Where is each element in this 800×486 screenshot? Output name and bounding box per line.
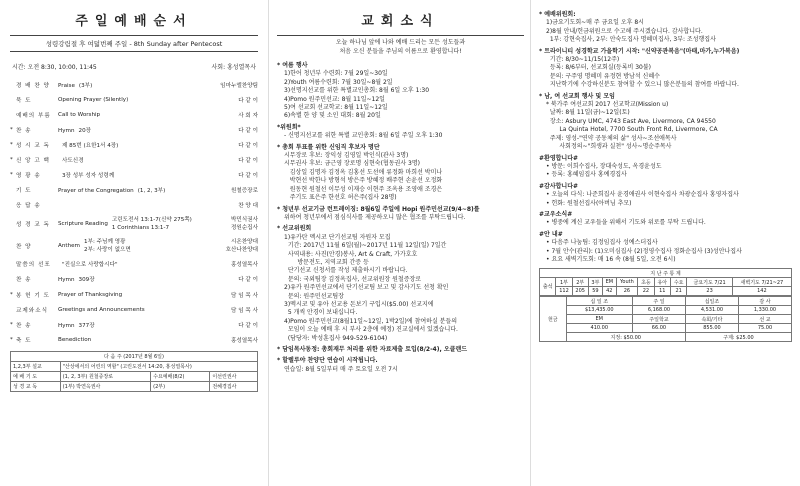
- offering-header: 십일조: [685, 297, 738, 306]
- news-heading: * 청년부 선교기금 런트레이징: 8월6일 주일에 Hopi 원주민선교(9/4~8)를: [277, 205, 480, 213]
- schedule-cell: 전혜경집사: [210, 382, 258, 392]
- divider: [10, 35, 258, 36]
- order-item-desc: [58, 126, 212, 134]
- order-item-leader: 다 같 이: [238, 158, 258, 165]
- order-item-name: 예배의 부름: [16, 112, 51, 119]
- attendance-value: 26: [616, 287, 638, 296]
- worship-order-row: [10, 77, 258, 92]
- order-item-desc: [58, 292, 212, 298]
- order-item-name: 성 시 교 독: [16, 142, 50, 149]
- order-mark: *: [10, 291, 13, 298]
- news-line: 1)유카탄 멕시코 단기선교팀 자원자 모집: [284, 233, 391, 241]
- worship-order-title: 주일예배순서: [75, 14, 193, 29]
- news-section: [539, 48, 792, 90]
- attendance-row-label: 출석: [540, 278, 556, 296]
- news-line: 원동현 원철선 이무성 이재승 이현주 조옥용 조영애 조경은: [284, 185, 443, 193]
- worship-order-row: [10, 137, 258, 152]
- order-item-name: 성 경 교 독: [16, 221, 50, 228]
- order-item-english: Greetings and Announcements: [58, 306, 145, 313]
- order-item-leader: 다 같 이: [238, 142, 258, 149]
- order-item-detail: 사도신경: [62, 158, 84, 165]
- attendance-value: 205: [572, 287, 588, 296]
- news-line: • 헌화: 원철선집사(아버님 추모): [546, 199, 632, 207]
- schedule-cell: (1, 2, 3부) 원철증장로: [60, 372, 150, 382]
- offering-total: 지정: $50.00: [566, 333, 685, 342]
- order-item-desc: [58, 81, 212, 89]
- schedule-cell: 이선린권사: [210, 372, 258, 382]
- worship-order-row: [10, 213, 258, 235]
- attendance-title: 지 난 주 통 계: [540, 269, 792, 278]
- news-line: 사역내용: 사진(안경)봉사, Art & Craft, 가가호호: [284, 250, 418, 258]
- attendance-value: 23: [687, 287, 732, 296]
- order-item-detail: 제 85번 (요한1서 4장): [62, 142, 119, 149]
- news-heading: *위원회*: [277, 123, 301, 131]
- news-line: (담당자: 박성훈집사 949-529-6104): [284, 334, 388, 342]
- order-item-name: 경 배 찬 양: [16, 82, 50, 89]
- order-item-english: Anthem: [58, 243, 81, 250]
- attendance-value: 22: [638, 287, 654, 296]
- offering-value: 6,168.00: [632, 306, 685, 315]
- worship-order-row: [10, 152, 258, 167]
- news-line: 시무장로 후보: 장익성 김영일 박인식(관사 3명): [284, 152, 409, 160]
- order-item-english: Prayer of the Congregation: [58, 188, 134, 195]
- news-heading: * 남, 여 선교회 행사 및 모임: [539, 92, 615, 100]
- order-item-desc: [58, 112, 212, 118]
- order-item-desc: [58, 202, 212, 208]
- news-section: [539, 93, 792, 152]
- order-item-name: 신 앙 고 백: [16, 158, 50, 165]
- service-time: 시간: 오전 8:30, 10:00, 11:45: [12, 64, 97, 71]
- news-heading: * 예배위원회:: [539, 11, 576, 18]
- news-heading: * 여름 행사: [277, 62, 308, 69]
- attendance-header: 수요: [671, 278, 687, 287]
- news-line: 지난학기에 수강하신분도 참여할 수 있으니 많은분들의 참여를 바랍니다.: [546, 81, 739, 89]
- order-item-leader: 박민식권사 정원순집사: [230, 216, 258, 231]
- offering-header: 십 일 조: [566, 297, 632, 306]
- news-heading: #환영합니다#: [539, 154, 579, 162]
- news-line: 주기도 표은주 한선호 허은주(집사 28명): [284, 194, 397, 202]
- news-line: • 다음주 나눔팀: 김정임집사 성예스더집사: [546, 239, 658, 247]
- worship-order-page: [0, 0, 268, 486]
- order-item-detail: 1부: 주님께 영광 2부: 사랑이 없으면: [84, 238, 131, 253]
- schedule-cell: 예 배 기 도: [11, 372, 61, 382]
- order-item-english: Praise: [58, 82, 75, 89]
- news-section: [539, 11, 792, 45]
- order-item-name: 응 답 송: [16, 203, 41, 210]
- schedule-cell: (2부): [151, 382, 210, 392]
- news-line: • 요요 새벽기도회: 매 16 속 (8월 5일, 오전 6시): [546, 255, 676, 263]
- news-heading: * 담임목사동정: 총회재무 처리를 위한 자료제출 토입(8/2-4), 오클랜드: [277, 346, 468, 353]
- offering-value: 66.00: [632, 324, 685, 333]
- news-line: 4)Pomo 원주민선교: 8월 11일~12일: [284, 95, 385, 103]
- news-line: • 방문: 이희수집사, 장대숙성도, 옥경윤성도: [546, 162, 662, 170]
- news-line: 등록: 8/6부터, 선교회실(등록비 30불): [546, 64, 651, 72]
- offering-total: 구제: $25.00: [685, 333, 791, 342]
- attendance-value-row: [540, 287, 792, 296]
- attendance-header-row: [540, 278, 792, 287]
- order-item-name: 찬 송: [16, 277, 32, 284]
- news-section: [539, 183, 792, 208]
- order-item-english: Hymn: [58, 277, 75, 284]
- news-section: [277, 62, 524, 121]
- news-section: [277, 144, 524, 203]
- news-heading: * 할렐루야 찬양단 연습이 시작됩니다.: [277, 357, 378, 365]
- order-item-english: Prayer of Thanksgiving: [58, 291, 123, 298]
- attendance-header: 초등: [638, 278, 654, 287]
- attendance-header: Youth: [616, 278, 638, 287]
- attendance-header: 2부: [572, 278, 588, 287]
- news-section: [277, 225, 524, 343]
- order-item-detail: 3장 성부 성자 성령께: [62, 173, 115, 180]
- church-news-continued-page: [530, 0, 800, 486]
- news-line: 1)금요기도회~매 주 금요일 오후 8시: [546, 19, 644, 27]
- order-item-name: 찬 양: [16, 243, 32, 250]
- news-heading: #교우소식#: [539, 210, 573, 218]
- news-line: 주제: 영성-"연약 공동체의 삶" 성사~조선애목사: [546, 134, 677, 142]
- news-line: 5)여 선교회 선교학교: 8월 11일~12일: [284, 104, 388, 112]
- order-item-leader: 다 같 이: [238, 277, 258, 284]
- order-item-english: Benediction: [58, 336, 92, 343]
- worship-order-row: [10, 272, 258, 287]
- order-item-desc: [58, 307, 212, 313]
- news-line: 연습일: 8월 5일부터 매 주 토요일 오전 7시: [284, 365, 398, 373]
- order-item-desc: [58, 337, 212, 343]
- news-heading: * 트라이니티 성경학교 가을학기 시작: "신약공관복음"(마태,마가,누가복음): [539, 47, 740, 55]
- news-line: 방문전도, 지역교회 간증 등: [284, 258, 369, 266]
- attendance-header: 새벽기도 7/21~27: [732, 278, 791, 287]
- offering-header: 속회/기타: [685, 315, 738, 324]
- order-item-name: 축 도: [16, 337, 32, 344]
- order-item-name: 기 도: [16, 188, 32, 195]
- order-mark: *: [10, 157, 13, 164]
- order-item-desc: [58, 260, 212, 268]
- order-item-name: 봉 헌 기 도: [16, 292, 50, 299]
- schedule-cell: (1부) 박연옥권사: [60, 382, 150, 392]
- news-line: 사회정의~"희생과 실천" 성사~명순주목사: [546, 143, 672, 151]
- offering-header: 주일학교: [632, 315, 685, 324]
- order-item-name: 말씀의 선포: [16, 262, 51, 269]
- order-item-leader: 임마누엘찬양팀: [220, 82, 258, 89]
- service-presider: 사회: 홍성열목사: [211, 64, 256, 71]
- news-line: 박현선 박한나 방형석 방은주 방혜정 배주현 손윤선 오정화: [284, 177, 443, 185]
- news-line: 1부: 강현숙집사, 2부: 안숙도집사 명혜미집사, 3부: 조성행집사: [546, 36, 716, 44]
- order-item-desc: [58, 156, 212, 164]
- order-item-detail: 309장: [78, 277, 95, 284]
- news-line: 장소: Asbury UMC, 4743 East Ave, Livermore, CA 94550: [546, 117, 716, 125]
- worship-order-row: [10, 183, 258, 198]
- order-item-leader: 다 같 이: [238, 322, 258, 329]
- news-line: 날짜: 8월 11일(금)~12일(토): [546, 109, 630, 117]
- attendance-value: 112: [556, 287, 572, 296]
- attendance-value: 42: [603, 287, 617, 296]
- offering-header: 선 교: [738, 315, 791, 324]
- schedule-cell: 성 경 교 독: [11, 382, 61, 392]
- attendance-header: 1부: [556, 278, 572, 287]
- news-line: 3)멕시코 및 유아 선교용 돈보기 구입시($5.00) 선교지에: [284, 300, 434, 308]
- offering-value: 410.00: [566, 324, 632, 333]
- news-line: 시무권사 후보: 금근영 장로명 심현숙(협동권사 3명): [284, 160, 420, 168]
- order-item-detail: (1, 2, 3부): [137, 188, 166, 195]
- worship-order-row: [10, 107, 258, 122]
- order-item-name: 찬 송: [16, 127, 32, 134]
- news-line: • 등록: 홍혜임집사 홍예경집사: [546, 171, 627, 179]
- offering-header: 감 사: [738, 297, 791, 306]
- news-line: 단기선교 신청서를 작성 제출하시기 바랍니다.: [284, 267, 408, 275]
- order-item-leader: 담 임 목 사: [231, 292, 258, 299]
- offering-value: 1,330.00: [738, 306, 791, 315]
- news-line: 4)Pomo 원주민선교(8월11일~12일, 1박2일)에 참여하실 분들의: [284, 317, 458, 325]
- attendance-header: 3부: [588, 278, 602, 287]
- news-heading: #안 내#: [539, 230, 563, 238]
- church-news-page: [268, 0, 530, 486]
- order-item-leader: 사 회 자: [238, 112, 258, 119]
- news-section: [539, 155, 792, 180]
- news-line: 위하여 청년부에서 점심식사를 제공하오니 많은 협조를 부탁드립니다.: [284, 213, 466, 221]
- schedule-cell: 1,2,3부 설교: [11, 362, 61, 372]
- worship-order-row: [10, 168, 258, 183]
- order-item-english: Call to Worship: [58, 111, 101, 118]
- news-section: [539, 231, 792, 265]
- order-item-leader: 원철증장로: [230, 188, 258, 195]
- order-item-leader: 다 같 이: [238, 127, 258, 134]
- order-item-leader: 다 같 이: [238, 97, 258, 104]
- worship-order-row: [10, 332, 258, 347]
- order-item-leader: 홍성열목사: [230, 337, 258, 344]
- order-item-desc: [58, 321, 212, 329]
- attendance-header: EM: [603, 278, 617, 287]
- order-item-desc: [58, 186, 212, 194]
- divider: [10, 51, 258, 52]
- worship-order-row: [10, 257, 258, 272]
- news-line: 김상일 김명자 김정옥 김홍선 도선애 류정화 마희선 박미나: [284, 168, 443, 176]
- offering-header: 주 일: [632, 297, 685, 306]
- schedule-cell: "산상에서의 어린의 역할" (고린도전서 14:20, 홍성열목사): [60, 362, 257, 372]
- order-item-desc: [58, 216, 212, 232]
- order-item-desc: [58, 275, 212, 283]
- order-item-desc: [58, 141, 212, 149]
- news-heading: * 선교위원회: [277, 225, 312, 233]
- church-news-title: 교회소식: [361, 14, 440, 29]
- news-line: * 북가주 여선교회 2017 선교학교(Mission u): [546, 101, 669, 109]
- divider: [277, 35, 524, 36]
- offering-totals-row: [540, 333, 792, 342]
- order-item-desc: [58, 238, 212, 254]
- offering-value: 75.00: [738, 324, 791, 333]
- news-section: [277, 124, 524, 141]
- offering-value-row: [540, 324, 792, 333]
- news-section: [539, 211, 792, 228]
- order-item-name: 묵 도: [16, 97, 32, 104]
- service-subtitle: 성령강림절 후 여덟번째 주일 - 8th Sunday after Pentecost: [45, 40, 223, 48]
- service-meta: [12, 62, 256, 71]
- worship-order-row: [10, 317, 258, 332]
- order-item-name: 영 광 송: [16, 173, 41, 180]
- worship-order-row: [10, 92, 258, 107]
- news-line: 5 개씩 안경이 보내십니다.: [284, 309, 358, 317]
- worship-order-row: [10, 287, 258, 302]
- order-item-english: Hymn: [58, 127, 75, 134]
- worship-order-row: [10, 235, 258, 257]
- attendance-header: 유아: [654, 278, 670, 287]
- schedule-header: 다 음 주 (2017년 8월 6일): [11, 352, 258, 362]
- news-line: 기간: 2017년 11월 6일(월)~2017년 11월 12일(일) 7일간: [284, 242, 447, 250]
- order-item-detail: (3부): [78, 82, 93, 89]
- attendance-value: 59: [588, 287, 602, 296]
- attendance-value: 11: [654, 287, 670, 296]
- news-section: [277, 357, 524, 374]
- offering-value: 855.00: [685, 324, 738, 333]
- offering-header-row: [540, 297, 792, 306]
- order-item-detail: "진실으로 사랑합시다": [62, 262, 118, 269]
- news-line: 3)선명지선교를 위한 특별교인총회: 8월 6일 오후 1:30: [284, 87, 430, 95]
- worship-order-row: [10, 302, 258, 317]
- order-item-leader: 찬 양 대: [238, 203, 258, 210]
- news-sections-continued: [539, 11, 792, 264]
- offering-row-label: 헌금: [540, 297, 567, 342]
- offering-header-row: [540, 315, 792, 324]
- news-line: 2)Youth 여름수련회: 7월 30일~8월 2일: [284, 78, 393, 86]
- order-mark: *: [10, 172, 13, 179]
- order-mark: *: [10, 141, 13, 148]
- welcome-intro: 오늘 하나님 앞에 나와 예배 드리는 모든 성도들과 처음 오신 분들을 주님의 이름으로 환영합니다!: [335, 39, 466, 55]
- offering-table: [539, 296, 792, 342]
- order-item-detail: 377장: [78, 322, 95, 329]
- order-mark: *: [10, 321, 13, 328]
- attendance-value: 21: [671, 287, 687, 296]
- order-item-desc: [58, 171, 212, 179]
- attendance-header: 금요기도 7/21: [687, 278, 732, 287]
- order-item-leader: 다 같 이: [238, 173, 258, 180]
- schedule-cell: 수요예배(8/2): [151, 372, 210, 382]
- news-heading: #감사합니다#: [539, 182, 579, 190]
- order-mark: *: [10, 126, 13, 133]
- news-section: [277, 206, 524, 223]
- news-line: 문의: 원주민선교팀장: [284, 292, 344, 300]
- order-item-name: 찬 송: [16, 322, 32, 329]
- news-line: 문의: 구주영 명혜미 유정현 방남석 신혜수: [546, 72, 660, 80]
- order-item-english: Hymn: [58, 322, 75, 329]
- worship-order-row: [10, 122, 258, 137]
- order-item-english: Opening Prayer (Silently): [58, 96, 129, 103]
- order-item-name: 교제와소식: [16, 307, 49, 314]
- news-line: • 병중에 계신 교우들을 위해서 기도와 위로를 부탁 드립니다.: [546, 219, 706, 227]
- attendance-table: [539, 268, 792, 296]
- news-section: [277, 346, 524, 354]
- offering-value: 4,531.00: [685, 306, 738, 315]
- attendance-value: 142: [732, 287, 791, 296]
- news-line: • 7월 안수(관리): (1)오미심집사 (2)정영수집사 정화순집사 (3)성안나집사: [546, 247, 742, 255]
- worship-order-list: [10, 77, 258, 347]
- news-line: 2)8월 안내/헌금위원으로 수고해 주시겠습니다. 감사합니다.: [546, 27, 703, 35]
- offering-value: $13,435.00: [566, 306, 632, 315]
- order-item-leader: 시온찬양대 호산나찬양대: [225, 238, 258, 253]
- order-item-detail: 20장: [78, 127, 92, 134]
- offering-header: EM: [566, 315, 632, 324]
- next-week-schedule: [10, 351, 258, 392]
- order-item-leader: 담 임 목 사: [231, 307, 258, 314]
- news-line: La Quinta Hotel, 7700 South Front Rd, Livermore, CA: [546, 126, 718, 134]
- news-heading: * 총회 투표를 위한 신임직 후보자 명단: [277, 143, 380, 151]
- worship-order-row: [10, 198, 258, 213]
- offering-value-row: [540, 306, 792, 315]
- order-item-detail: 고린도전서 13:1-7(신약 275쪽) 1 Corinthians 13:1-7: [111, 216, 192, 231]
- news-line: 기간: 8/30~11/15(12주): [546, 56, 620, 64]
- news-line: 1)한어 청년부 수련회: 7월 29일~30일: [284, 70, 388, 78]
- order-mark: *: [10, 336, 13, 343]
- news-line: 모임이 오늘 예배 후 시 부사 2층애 예정) 진교실에서 있겠습니다.: [284, 326, 458, 334]
- news-line: 문의: 국외팀장 김정옥집사, 선교위원장 원철증장로: [284, 275, 422, 283]
- news-sections: [277, 62, 524, 374]
- news-line: 6)속별 한 양 및 소인 대회: 8월 20일: [284, 112, 381, 120]
- order-item-desc: [58, 97, 212, 103]
- order-item-leader: 홍성열목사: [230, 262, 258, 269]
- order-item-english: Scripture Reading: [58, 221, 108, 228]
- news-line: 2)유카 원주민선교에서 단기선교팀 보고 및 감사기도 선청 확인: [284, 284, 449, 292]
- news-line: • 오늘의 다식: 나준희집사 윤경애권사 이현숙집사 차광순집사 홍영자집사: [546, 191, 739, 199]
- news-line: - 신명지선교를 위한 특별 교인총회: 8월 6일 주일 오후 1:30: [284, 132, 443, 140]
